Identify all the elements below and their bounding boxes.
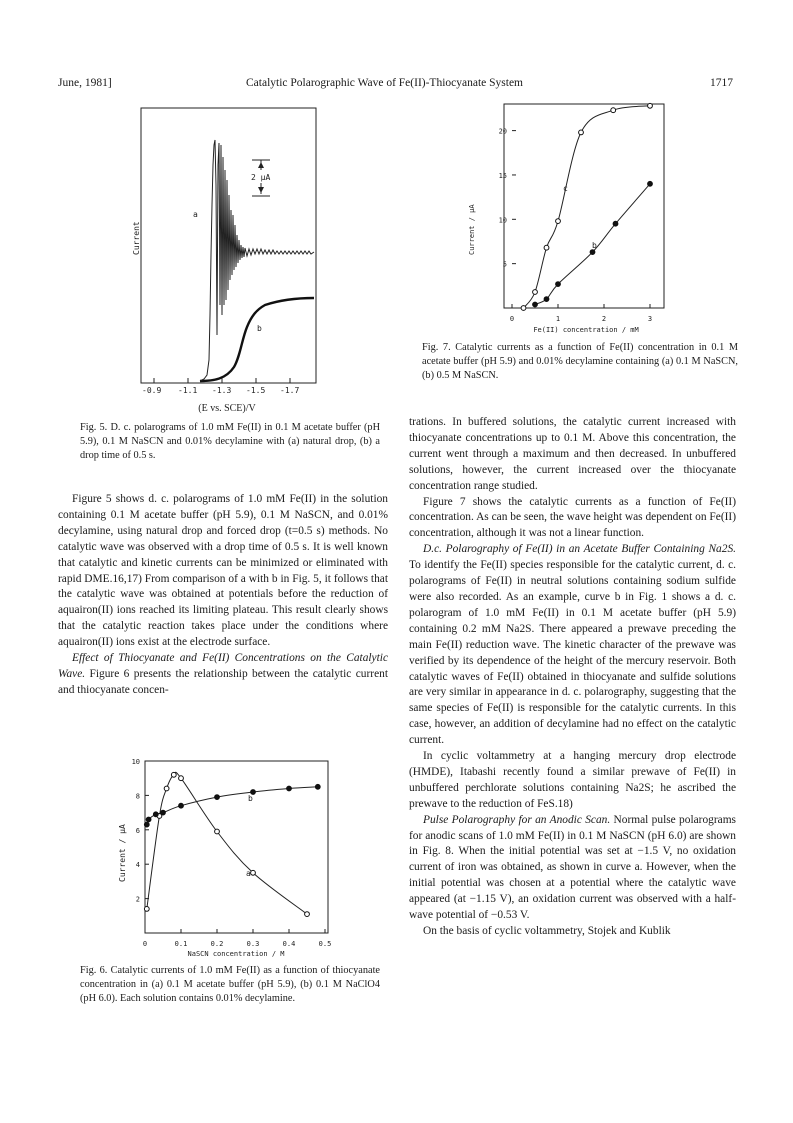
section-heading: D.c. Polarography of Fe(II) in an Acetate Buffer Containing Na2S. xyxy=(423,543,736,556)
fig7-point-b xyxy=(533,302,538,307)
fig6-ytick-label: 8 xyxy=(135,792,140,801)
fig6-xtick-label: 0.1 xyxy=(174,940,188,948)
fig6-ytick-label: 6 xyxy=(135,826,140,835)
fig7-ytick-label: 5 xyxy=(502,260,507,269)
fig7-ytick-label: 10 xyxy=(498,216,507,225)
fig5-polarogram xyxy=(130,105,330,415)
fig6-ytick-label: 10 xyxy=(131,758,140,766)
fig5-scale-label: 2 μA xyxy=(251,173,271,182)
fig7-xtick-label: 0 xyxy=(509,315,515,323)
left-column xyxy=(58,492,388,699)
fig6-point-a xyxy=(179,776,184,781)
fig6-caption-text: Catalytic currents of 1.0 mM Fe(II) as a function of thiocyanate concentration in (a) 0.1 M acetate buffer (pH 5.9), (b) 0.1 M NaClO4 (pH 6.0). Each solution contains 0.01% decylamine. xyxy=(80,965,380,1004)
fig7-ytick-label: 20 xyxy=(498,127,507,136)
fig6-xtick-label: 0.2 xyxy=(210,940,224,948)
fig6-caption xyxy=(80,964,380,1005)
fig5-xtick: -1.7 xyxy=(280,386,300,395)
fig7-point-b xyxy=(544,297,549,302)
fig5-caption-label: Fig. 5. xyxy=(80,422,108,433)
fig6-curve-b-label: b xyxy=(248,794,253,803)
fig7-curve-b-label: b xyxy=(592,241,597,250)
fig5-xtick: -1.1 xyxy=(178,386,198,395)
fig6-caption-label: Fig. 6. xyxy=(80,965,108,976)
fig6-xtick-label: 0.3 xyxy=(246,940,260,948)
fig7-point-c xyxy=(533,290,538,295)
paragraph: To identify the Fe(II) species responsible for the catalytic current, d. c. polarograms of Fe(II) in neutral solutions containing sodium sulfide were also recorded. As an example, curve b in Fig. 1 shows a d. c. polarogram of 1.0 mM Fe(II) in 0.1 M acetate buffer (pH 5.9) containing 0.2 mM Na2S. There appeared a prewave preceding the main Fe(II) reduction wave. The kinetic character of the prewave was verified by its dependence of the height of the mercury reservoir. Both catalytic waves of Fe(II) obtained in thiocyanate and sulfide solutions are very similar in appearance in d. c. polarography, suggesting that the same species of Fe(II) is responsible for the catalytic currents. In this case, however, an addition of decylamine had no effect on the catalytic current. xyxy=(409,559,736,747)
fig6-point-a xyxy=(171,772,176,777)
fig6-point-b xyxy=(315,784,320,789)
page-number: 1717 xyxy=(710,77,733,89)
fig5-caption-text: D. c. polarograms of 1.0 mM Fe(II) in 0.1 M acetate buffer (pH 5.9), 0.1 M NaSCN and 0.01% decylamine with (a) natural drop, (b) a drop time of 0.5 s. xyxy=(80,422,381,461)
fig5-caption xyxy=(80,421,380,462)
paragraph: In cyclic voltammetry at a hanging mercury drop electrode (HMDE), Itabashi recently found a similar prewave of Fe(II) in unbuffered perchlorate solutions containing Na2S; he ascribed the prewave to the reduction of FeS.18) xyxy=(409,750,736,810)
fig7-xtick-label: 1 xyxy=(555,315,561,323)
fig7-point-c xyxy=(556,219,561,224)
fig6-ytick-label: 4 xyxy=(135,861,140,870)
fig7-ylabel: Current / μA xyxy=(468,204,476,255)
fig6-point-a xyxy=(164,786,169,791)
fig6-point-b xyxy=(287,786,292,791)
fig5-xlabel: (E vs. SCE)/V xyxy=(198,403,256,414)
fig6-point-b xyxy=(179,803,184,808)
fig6-point-a xyxy=(144,907,149,912)
fig6-point-a xyxy=(251,870,256,875)
fig5-ylabel: Current xyxy=(132,221,141,255)
fig7-frame xyxy=(504,104,664,308)
fig7-xtick-label: 2 xyxy=(601,315,607,323)
right-column xyxy=(409,415,736,940)
fig6-point-b xyxy=(146,817,151,822)
fig6-xtick-label: 0 xyxy=(142,940,148,948)
fig6-curve-a xyxy=(147,772,307,914)
fig6-chart xyxy=(112,752,338,962)
paragraph: Normal pulse polarograms for anodic scans of 1.0 mM Fe(II) in 0.1 M NaSCN (pH 6.0) are shown in Fig. 8. When the initial potential was set at −1.5 V, no oxidation current of iron was obtained, as shown in curve a. However, when the initial potential was chosen at a potential where the catalytic wave appeared (at −1.15 V), an oxidation current was observed with a half-wave potential of −0.53 V. xyxy=(409,813,736,922)
fig7-point-b xyxy=(648,181,653,186)
fig6-ytick-label: 2 xyxy=(135,895,140,904)
fig6-xtick-label: 0.4 xyxy=(282,940,296,948)
paragraph: On the basis of cyclic voltammetry, Stojek and Kublik xyxy=(423,925,671,937)
fig7-point-c xyxy=(521,306,526,311)
fig6-curve-a-label: a xyxy=(246,869,251,878)
section-heading: Effect of Thiocyanate and Fe(II) Concentrations on the Catalytic Wave. xyxy=(58,652,388,680)
fig5-curve-b-label: b xyxy=(257,324,262,333)
fig7-point-c xyxy=(579,130,584,135)
fig5-xtick: -1.5 xyxy=(246,386,266,395)
fig6-curve-b xyxy=(147,787,318,825)
section-heading: Pulse Polarography for an Anodic Scan. xyxy=(423,813,611,826)
fig7-point-b xyxy=(556,282,561,287)
fig6-point-b xyxy=(161,810,166,815)
fig7-caption-label: Fig. 7. xyxy=(422,342,451,353)
fig7-caption xyxy=(422,341,738,382)
fig7-point-c xyxy=(648,103,653,108)
paragraph: Figure 7 shows the catalytic currents as a function of Fe(II) concentration. As can be seen, the wave height was dependent on Fe(II) concentration, although it was not a linear function. xyxy=(409,495,736,540)
fig7-curve-c-label: c xyxy=(563,184,568,193)
fig7-point-c xyxy=(544,245,549,250)
fig7-xlabel: Fe(II) concentration / mM xyxy=(533,326,639,334)
fig6-point-b xyxy=(153,812,158,817)
fig7-chart xyxy=(462,100,672,338)
fig7-xtick-label: 3 xyxy=(647,315,653,323)
fig7-point-b xyxy=(613,221,618,226)
fig6-frame xyxy=(145,761,328,933)
fig6-point-a xyxy=(305,912,310,917)
paragraph: Figure 6 presents the relationship between the catalytic current and thiocyanate concen- xyxy=(58,667,388,696)
fig6-point-b xyxy=(215,795,220,800)
fig6-xlabel: NaSCN concentration / M xyxy=(187,950,285,958)
header-title: Catalytic Polarographic Wave of Fe(II)-Thiocyanate System xyxy=(246,77,524,89)
fig7-point-b xyxy=(590,250,595,255)
paragraph: trations. In buffered solutions, the catalytic current increased with thiocyanate concentrations up to 0.1 M. Above this concentration, the current went through a maximum and then decreased. In unbuffered solutions, however, the current increased over the thiocyanate concentration range studied. xyxy=(409,416,736,492)
fig5-xtick: -0.9 xyxy=(142,386,162,395)
fig6-point-a xyxy=(215,829,220,834)
fig5-curve-a-label: a xyxy=(193,210,198,219)
fig6-point-b xyxy=(144,822,149,827)
fig6-xtick-label: 0.5 xyxy=(318,940,332,948)
fig7-ytick-label: 15 xyxy=(498,171,507,180)
fig7-point-c xyxy=(611,108,616,113)
paragraph: Figure 5 shows d. c. polarograms of 1.0 mM Fe(II) in the solution containing 0.1 M acetate buffer (pH 5.9), 0.1 M NaSCN, and 0.01% decylamine, using natural drop and forced drop (t=0.5 s) methods. No catalytic wave was observed with a drop time of 0.5 s. It is well known that catalytic and kinetic currents can be minimized or eliminated with rapid DME.16,17) From comparison of a with b in Fig. 5, it follows that the catalytic wave was obtained at potentials before the reduction of aquairon(II) ions reached its limiting plateau. This result clearly shows that the catalytic reaction takes place under the conditions where aquairon(II) ions exist at the electrode surface. xyxy=(58,493,388,649)
fig5-xtick: -1.3 xyxy=(212,386,232,395)
header-left: June, 1981] xyxy=(58,77,112,89)
fig7-curve-c xyxy=(524,106,651,308)
fig6-ylabel: Current / μA xyxy=(118,824,127,882)
fig7-caption-text: Catalytic currents as a function of Fe(II) concentration in 0.1 M acetate buffer (pH 5.9) and 0.01% decylamine containing (a) 0.1 M NaSCN, (b) 0.5 M NaSCN. xyxy=(422,342,739,381)
